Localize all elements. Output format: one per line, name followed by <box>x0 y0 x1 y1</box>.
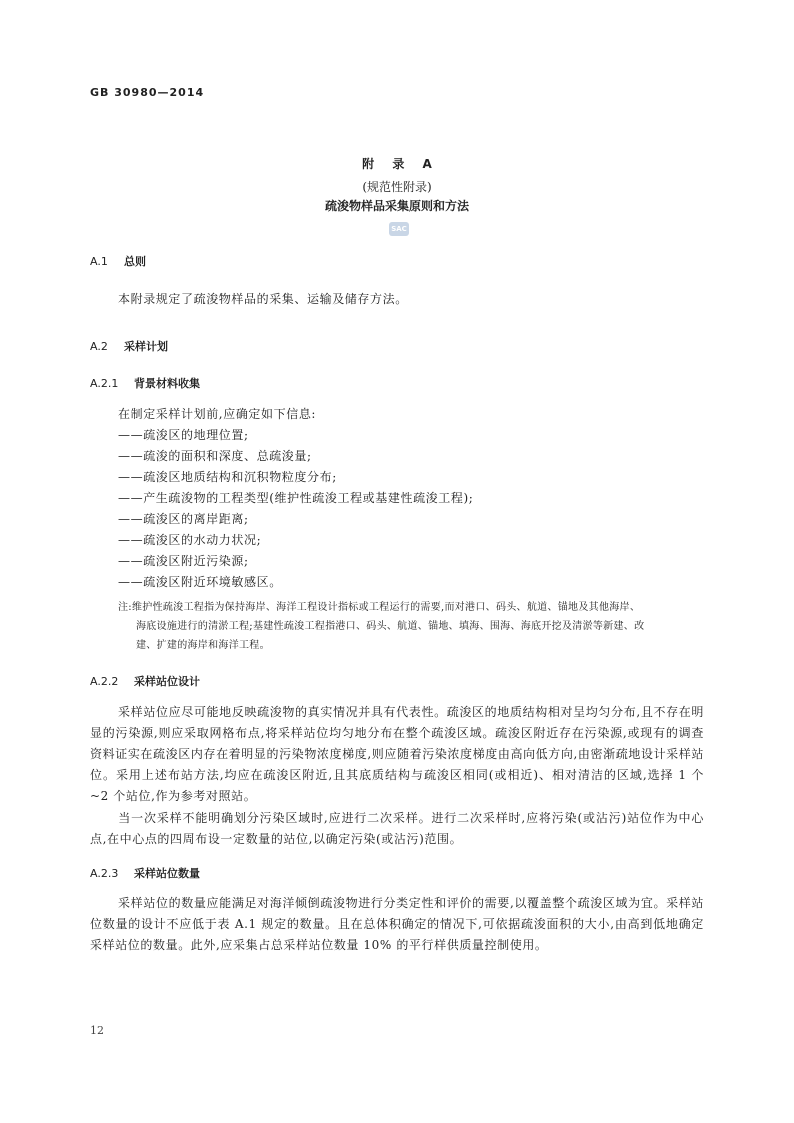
section-a22-paragraph-1 <box>90 702 704 807</box>
note-line: 海底设施进行的清淤工程;基建性疏浚工程指港口、码头、航道、锚地、填海、围海、海底开挖及清淤等新建、改 <box>136 621 645 632</box>
section-number: A.1 <box>90 255 108 268</box>
section-title: 总则 <box>124 255 146 268</box>
list-item: ——疏浚区地质结构和沉积物粒度分布; <box>118 470 337 484</box>
section-number: A.2 <box>90 340 108 353</box>
appendix-label: 附 录 A <box>362 157 432 171</box>
section-a1-text <box>90 289 704 310</box>
section-a22-paragraph-2 <box>90 808 704 850</box>
section-title: 背景材料收集 <box>134 377 200 390</box>
list-item: ——疏浚区的离岸距离; <box>118 512 249 526</box>
section-title: 采样计划 <box>124 340 168 353</box>
note-line: 注:维护性疏浚工程指为保持海岸、海洋工程设计指标或工程运行的需要,而对港口、码头、航道、锚地及其他海岸、 <box>118 602 641 613</box>
section-title: 采样站位设计 <box>134 675 200 688</box>
paragraph-text: 本附录规定了疏浚物样品的采集、运输及储存方法。 <box>118 292 408 306</box>
section-a1-heading <box>90 253 146 269</box>
list-item: ——疏浚区附近环境敏感区。 <box>118 575 282 589</box>
page-number: 12 <box>90 1024 104 1037</box>
list-item: ——疏浚区的地理位置; <box>118 428 249 442</box>
note-line: 建、扩建的海岸和海洋工程。 <box>136 640 270 651</box>
paragraph-text: 采样站位应尽可能地反映疏浚物的真实情况并具有代表性。疏浚区的地质结构相对呈均匀分布,且不存在明显的污染源,则应采取网格布点,将采样站位均匀地分布在整个疏浚区域。疏浚区附近存在污染源,或现有的调查资料证实在疏浚区内存在着明显的污染物浓度梯度,则应随着污染浓度梯度由高向低方向,由密渐疏地设计采样站位。采用上述布站方法,均应在疏浚区附近,且其底质结构与疏浚区相同(或相近)、相对清洁的区域,选择 1 个~2 个站位,作为参考对照站。 <box>90 705 704 803</box>
appendix-title: 疏浚物样品采集原则和方法 <box>324 199 469 213</box>
section-a23-heading <box>90 865 200 881</box>
list-item: ——疏浚区的水动力状况; <box>118 533 262 547</box>
section-a21-heading <box>90 375 200 391</box>
appendix-type: (规范性附录) <box>362 180 432 194</box>
section-number: A.2.2 <box>90 675 119 688</box>
standard-code: GB 30980—2014 <box>90 86 205 99</box>
section-a23-paragraph-1 <box>90 893 704 956</box>
paragraph-text: 当一次采样不能明确划分污染区域时,应进行二次采样。进行二次采样时,应将污染(或沾污)站位作为中心点,在中心点的四周布设一定数量的站位,以确定污染(或沾污)范围。 <box>90 811 704 846</box>
section-number: A.2.1 <box>90 377 119 390</box>
section-number: A.2.3 <box>90 867 119 880</box>
section-a2-heading <box>90 338 168 354</box>
paragraph-text: 采样站位的数量应能满足对海洋倾倒疏浚物进行分类定性和评价的需要,以覆盖整个疏浚区域为宜。采样站位数量的设计不应低于表 A.1 规定的数量。且在总体积确定的情况下,可依据疏浚面积的大小,由高到低地确定采样站位的数量。此外,应采集占总采样站位数量 10% 的平行样供质量控制使用。 <box>90 896 704 952</box>
list-item: ——疏浚区附近污染源; <box>118 554 249 568</box>
list-item: ——疏浚的面积和深度、总疏浚量; <box>118 449 312 463</box>
section-a22-heading <box>90 673 200 689</box>
note <box>118 598 708 655</box>
sac-logo-icon: SAC <box>389 222 409 236</box>
section-a21-intro: 在制定采样计划前,应确定如下信息: <box>118 407 317 421</box>
list-item: ——产生疏浚物的工程类型(维护性疏浚工程或基建性疏浚工程); <box>118 491 474 505</box>
section-title: 采样站位数量 <box>134 867 200 880</box>
